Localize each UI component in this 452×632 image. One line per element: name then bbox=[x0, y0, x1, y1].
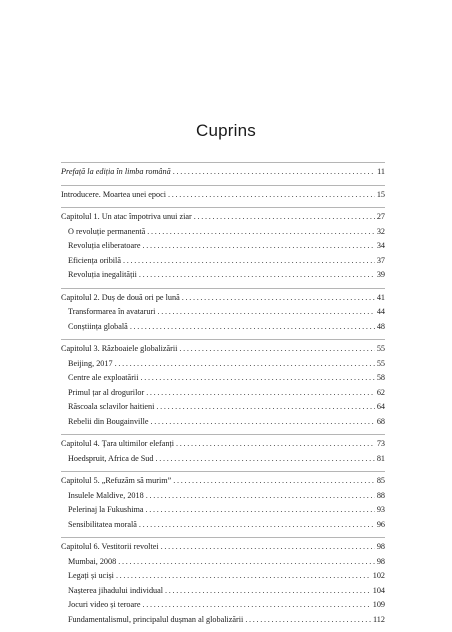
toc-entry-page: 109 bbox=[372, 600, 385, 609]
dot-leader bbox=[139, 518, 375, 533]
dot-leader bbox=[157, 305, 374, 320]
toc-entry-page: 98 bbox=[376, 556, 385, 566]
toc-entry bbox=[61, 437, 385, 452]
toc-subentry bbox=[61, 503, 385, 518]
dot-leader bbox=[143, 239, 375, 254]
dot-leader bbox=[139, 268, 375, 283]
dot-leader bbox=[116, 569, 371, 584]
toc-entry bbox=[61, 474, 385, 489]
toc-subentry bbox=[61, 320, 385, 335]
toc-entry bbox=[61, 188, 385, 203]
toc-subentry bbox=[61, 305, 385, 320]
toc-entry-page: 104 bbox=[372, 585, 385, 595]
toc-entry-page: 48 bbox=[376, 321, 385, 331]
toc-entry-label: Eficiența oribilă bbox=[68, 255, 121, 265]
toc-entry-label: Jocuri video și teroare bbox=[68, 600, 141, 609]
dot-leader bbox=[146, 503, 375, 518]
toc-entry-page: 88 bbox=[376, 490, 385, 500]
dot-leader bbox=[146, 386, 375, 401]
toc-entry-label: Introducere. Moartea unei epoci bbox=[61, 189, 167, 199]
toc-entry-label: Sensibilitatea morală bbox=[68, 519, 137, 529]
toc-subentry bbox=[61, 489, 385, 504]
dot-leader bbox=[115, 357, 375, 372]
toc-entry-page: 32 bbox=[376, 226, 385, 236]
toc-entry-page: 62 bbox=[376, 387, 385, 397]
dot-leader bbox=[147, 225, 375, 240]
toc-entry bbox=[61, 210, 385, 225]
toc-entry-label: Beijing, 2017 bbox=[68, 358, 113, 368]
toc-entry-page: 112 bbox=[373, 614, 385, 624]
toc-entry-label: Rebelii din Bougainville bbox=[68, 416, 149, 426]
dot-leader bbox=[179, 342, 374, 357]
dot-leader bbox=[173, 474, 375, 489]
toc-entry-label: Răscoala sclavilor haitieni bbox=[68, 402, 155, 411]
dot-leader bbox=[182, 291, 375, 306]
toc-entry-label: Mumbai, 2008 bbox=[68, 556, 117, 566]
toc-entry-page: 15 bbox=[376, 189, 385, 199]
toc-entry-page: 64 bbox=[376, 402, 385, 411]
toc-entry-label: Transformarea în avataruri bbox=[68, 307, 156, 316]
toc-entry-label: O revoluție permanentă bbox=[68, 226, 146, 236]
toc-entry-page: 58 bbox=[376, 373, 385, 382]
toc-subentry bbox=[61, 386, 385, 401]
dot-leader bbox=[140, 371, 374, 386]
toc-subentry bbox=[61, 371, 385, 386]
toc-subentry bbox=[61, 268, 385, 283]
toc-entry-label: Legați și uciși bbox=[68, 571, 114, 580]
dot-leader bbox=[161, 540, 375, 555]
toc-subentry bbox=[61, 613, 385, 628]
toc-section bbox=[61, 434, 385, 466]
toc-section bbox=[61, 185, 385, 203]
dot-leader bbox=[168, 188, 375, 203]
dot-leader bbox=[123, 254, 375, 269]
toc-entry-page: 85 bbox=[376, 476, 385, 485]
page-title: Cuprins bbox=[196, 121, 256, 140]
toc-entry-page: 44 bbox=[376, 307, 385, 316]
toc-subentry bbox=[61, 254, 385, 269]
toc-entry-label: Nașterea jihadului individual bbox=[68, 585, 164, 595]
toc-entry-page: 68 bbox=[376, 416, 385, 426]
toc-entry-label: Pelerinaj la Fukushima bbox=[68, 505, 144, 514]
toc-section bbox=[61, 537, 385, 627]
toc-entry-label: Insulele Maldive, 2018 bbox=[68, 490, 144, 500]
toc-entry-page: 96 bbox=[376, 519, 385, 529]
toc-entry-page: 93 bbox=[376, 505, 385, 514]
toc-entry-page: 81 bbox=[376, 453, 385, 463]
dot-leader bbox=[130, 320, 375, 335]
toc-entry-label: Revoluția inegalității bbox=[68, 270, 137, 279]
toc-entry bbox=[61, 540, 385, 555]
toc-entry bbox=[61, 165, 385, 180]
toc-subentry bbox=[61, 239, 385, 254]
toc-entry-label: Revoluția eliberatoare bbox=[68, 241, 141, 250]
toc-entry-page: 11 bbox=[377, 167, 385, 176]
dot-leader bbox=[151, 415, 375, 430]
toc-subentry bbox=[61, 415, 385, 430]
toc-entry-label: Fundamentalismul, principalul dușman al globalizării bbox=[68, 614, 244, 624]
toc-section bbox=[61, 471, 385, 532]
toc-entry-page: 37 bbox=[376, 255, 385, 265]
dot-leader bbox=[165, 584, 371, 599]
dot-leader bbox=[194, 210, 375, 225]
toc-subentry bbox=[61, 555, 385, 570]
toc-entry-page: 55 bbox=[376, 344, 385, 353]
dot-leader bbox=[176, 437, 375, 452]
toc-entry-page: 39 bbox=[376, 270, 385, 279]
toc-entry-page: 27 bbox=[376, 212, 385, 221]
toc-subentry bbox=[61, 400, 385, 415]
toc-section bbox=[61, 162, 385, 180]
toc-subentry bbox=[61, 452, 385, 467]
toc-subentry bbox=[61, 598, 385, 613]
toc-entry-label: Capitolul 2. Duș de două ori pe lună bbox=[61, 292, 180, 302]
toc-entry-label: Prefață la ediția în limba română bbox=[61, 167, 171, 176]
toc-entry-page: 102 bbox=[372, 571, 385, 580]
toc-subentry bbox=[61, 225, 385, 240]
toc-entry-label: Capitolul 5. „Refuzăm să murim” bbox=[61, 476, 172, 485]
toc-entry-page: 41 bbox=[376, 292, 385, 302]
dot-leader bbox=[118, 555, 375, 570]
toc-entry-page: 55 bbox=[376, 358, 385, 368]
toc-section bbox=[61, 207, 385, 283]
toc-entry-page: 34 bbox=[376, 241, 385, 250]
toc-entry-label: Conștiința globală bbox=[68, 321, 128, 331]
toc-subentry bbox=[61, 569, 385, 584]
toc-entry-page: 98 bbox=[376, 542, 385, 551]
dot-leader bbox=[245, 613, 371, 628]
toc-section bbox=[61, 339, 385, 429]
dot-leader bbox=[143, 598, 371, 613]
dot-leader bbox=[173, 165, 375, 180]
toc-subentry bbox=[61, 357, 385, 372]
toc-entry-label: Capitolul 4. Țara ultimilor elefanți bbox=[61, 439, 175, 448]
toc-entry-label: Centre ale exploatării bbox=[68, 373, 139, 382]
dot-leader bbox=[156, 452, 375, 467]
toc-entry-label: Capitolul 6. Vestitorii revoltei bbox=[61, 542, 159, 551]
toc-entry-label: Primul țar al drogurilor bbox=[68, 387, 145, 397]
toc-entry-label: Hoedspruit, Africa de Sud bbox=[68, 453, 154, 463]
toc-entry-label: Capitolul 1. Un atac împotriva unui ziar bbox=[61, 212, 192, 221]
table-of-contents bbox=[61, 162, 385, 632]
toc-section bbox=[61, 288, 385, 335]
toc-subentry bbox=[61, 584, 385, 599]
toc-entry bbox=[61, 291, 385, 306]
dot-leader bbox=[156, 400, 374, 415]
dot-leader bbox=[146, 489, 375, 504]
toc-subentry bbox=[61, 518, 385, 533]
toc-entry bbox=[61, 342, 385, 357]
toc-entry-label: Capitolul 3. Războaiele globalizării bbox=[61, 344, 178, 353]
toc-entry-page: 73 bbox=[376, 439, 385, 448]
